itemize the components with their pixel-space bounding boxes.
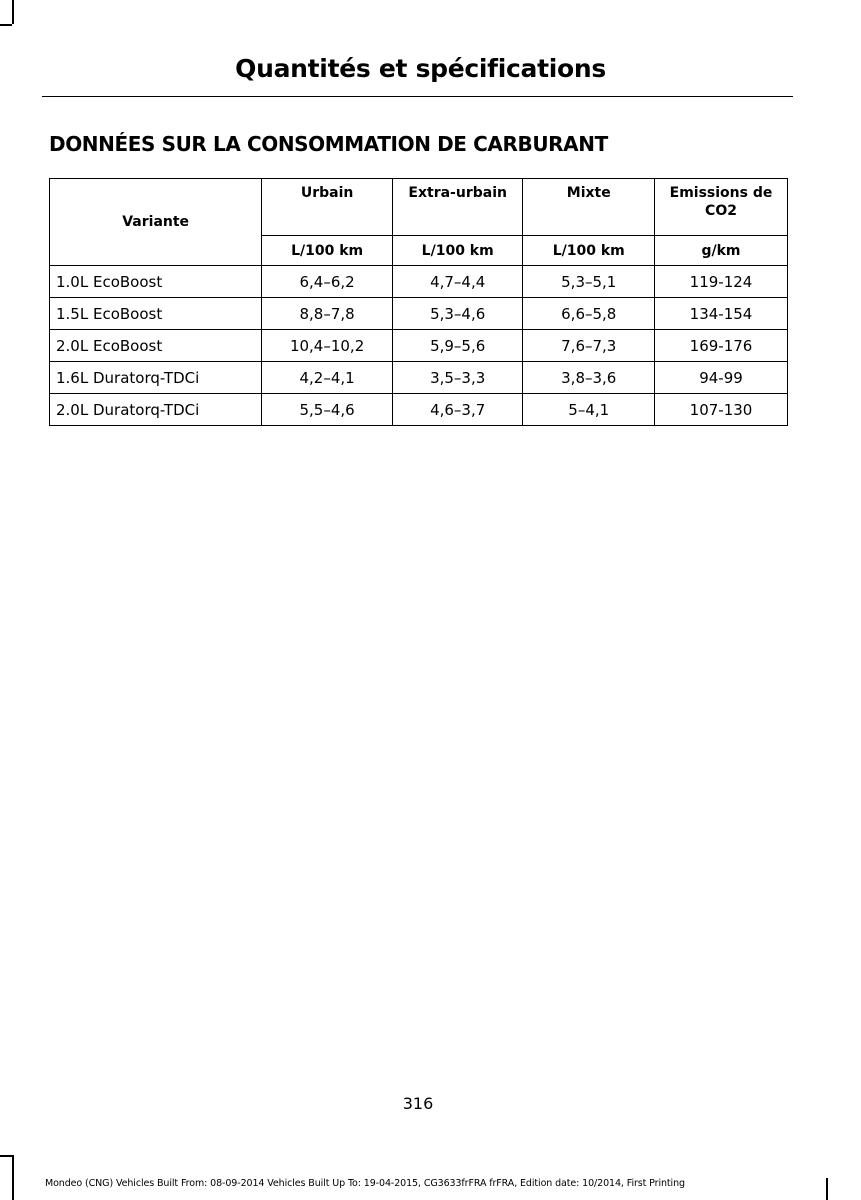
fuel-consumption-table <box>49 178 788 426</box>
cell-co2: 134-154 <box>655 298 788 330</box>
header-extra-urbain: Extra-urbain <box>392 179 523 236</box>
page-number: 316 <box>402 1094 434 1113</box>
header-variant: Variante <box>50 179 262 266</box>
cell-extra-urbain: 3,5–3,3 <box>392 362 523 394</box>
cell-co2: 94-99 <box>655 362 788 394</box>
cell-co2: 119-124 <box>655 266 788 298</box>
crop-mark-bottom-left-horizontal <box>0 1155 12 1157</box>
cell-mixte: 3,8–3,6 <box>523 362 655 394</box>
cell-urbain: 8,8–7,8 <box>262 298 393 330</box>
page-header <box>42 52 793 97</box>
cell-extra-urbain: 5,3–4,6 <box>392 298 523 330</box>
cell-mixte: 5–4,1 <box>523 394 655 426</box>
table-row <box>50 330 788 362</box>
header-mixte: Mixte <box>523 179 655 236</box>
cell-variant: 2.0L Duratorq-TDCi <box>50 394 262 426</box>
header-urbain: Urbain <box>262 179 393 236</box>
cell-variant: 1.5L EcoBoost <box>50 298 262 330</box>
section-title: DONNÉES SUR LA CONSOMMATION DE CARBURANT <box>49 132 608 156</box>
header-co2 <box>655 179 788 236</box>
cell-mixte: 7,6–7,3 <box>523 330 655 362</box>
unit-mixte: L/100 km <box>523 236 655 266</box>
table-row <box>50 298 788 330</box>
cell-extra-urbain: 5,9–5,6 <box>392 330 523 362</box>
cell-variant: 2.0L EcoBoost <box>50 330 262 362</box>
cell-mixte: 5,3–5,1 <box>523 266 655 298</box>
footer-edition-info: Mondeo (CNG) Vehicles Built From: 08-09-2014 Vehicles Built Up To: 19-04-2015, CG3633frFRA frFRA, Edition date: 10/2014, First Printing <box>45 1178 685 1189</box>
header-co2-label: Emissions de CO2 <box>669 185 773 219</box>
page-title: Quantités et spécifications <box>235 54 606 83</box>
cell-urbain: 5,5–4,6 <box>262 394 393 426</box>
cell-co2: 107-130 <box>655 394 788 426</box>
table-header-row <box>50 179 788 236</box>
cell-extra-urbain: 4,7–4,4 <box>392 266 523 298</box>
crop-mark-bottom-left-vertical <box>12 1155 14 1200</box>
cell-co2: 169-176 <box>655 330 788 362</box>
unit-urbain: L/100 km <box>262 236 393 266</box>
unit-extra-urbain: L/100 km <box>392 236 523 266</box>
cell-urbain: 4,2–4,1 <box>262 362 393 394</box>
cell-mixte: 6,6–5,8 <box>523 298 655 330</box>
crop-mark-top-left-vertical <box>12 0 14 24</box>
cell-extra-urbain: 4,6–3,7 <box>392 394 523 426</box>
unit-co2: g/km <box>655 236 788 266</box>
cell-variant: 1.6L Duratorq-TDCi <box>50 362 262 394</box>
cell-urbain: 6,4–6,2 <box>262 266 393 298</box>
cell-urbain: 10,4–10,2 <box>262 330 393 362</box>
crop-mark-bottom-right-vertical <box>826 1178 828 1200</box>
table-row <box>50 266 788 298</box>
table-row <box>50 362 788 394</box>
crop-mark-top-left-horizontal <box>0 24 12 26</box>
table-row <box>50 394 788 426</box>
cell-variant: 1.0L EcoBoost <box>50 266 262 298</box>
